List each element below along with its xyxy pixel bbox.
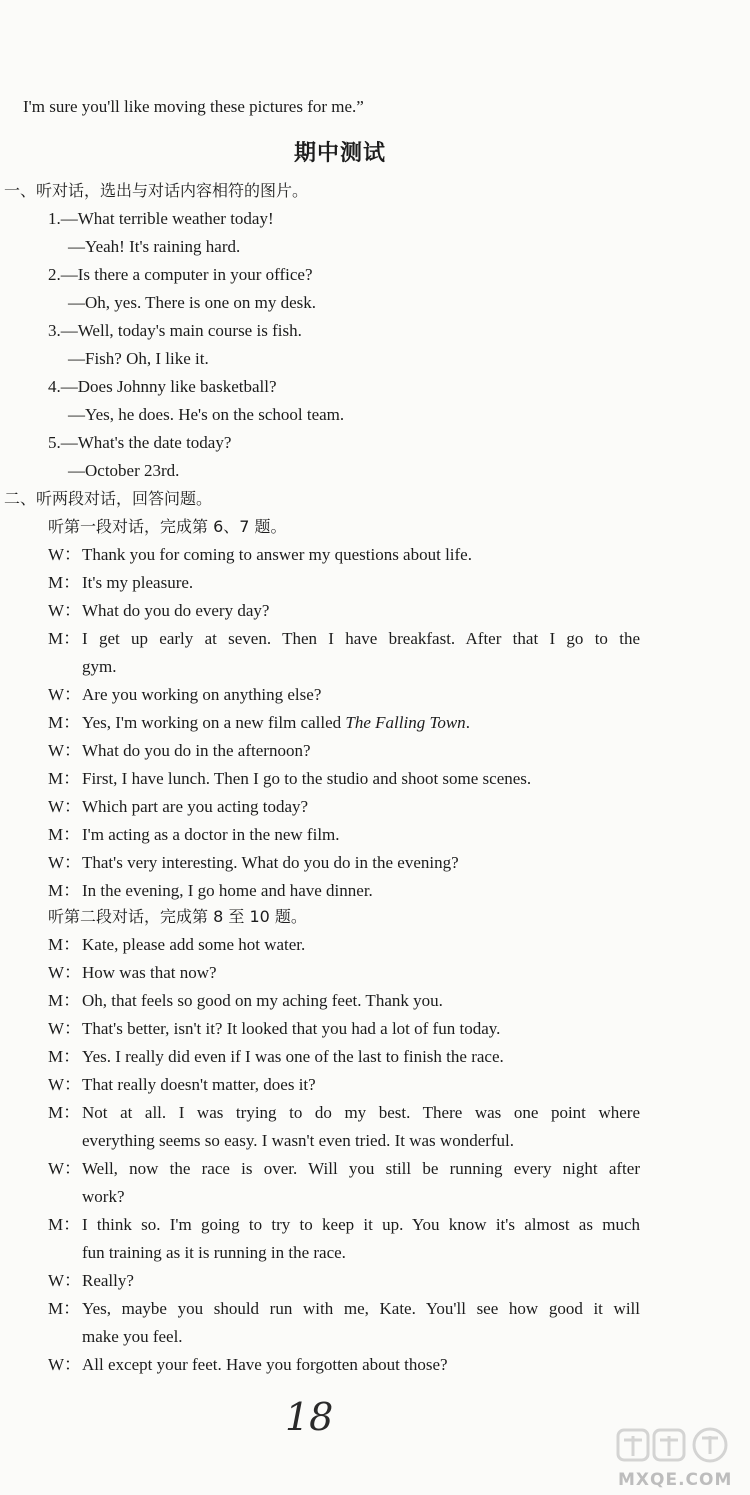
item-5-answer: —October 23rd. (68, 461, 180, 480)
speaker: W： (48, 853, 82, 872)
utterance: Well, now the race is over. Will you still be running every night after (82, 1159, 640, 1178)
item-5-question: 5.—What's the date today? (48, 433, 232, 452)
item-4-answer: —Yes, he does. He's on the school team. (68, 405, 345, 424)
speaker: W： (48, 685, 82, 704)
utterance-continued: make you feel. (82, 1327, 183, 1346)
utterance: It's my pleasure. (82, 573, 194, 592)
speaker: M： (48, 1299, 81, 1318)
utterance-tail: . (465, 713, 470, 732)
utterance: Really? (82, 1271, 134, 1290)
section1-heading: 一、听对话，选出与对话内容相符的图片。 (4, 181, 309, 200)
speaker: M： (48, 935, 81, 954)
utterance: That's better, isn't it? It looked that you had a lot of fun today. (82, 1019, 501, 1038)
utterance: How was that now? (82, 963, 217, 982)
utterance: Are you working on anything else? (82, 685, 322, 704)
speaker: M： (48, 629, 81, 648)
item-3-question: 3.—Well, today's main course is fish. (48, 321, 302, 340)
item-2-question: 2.—Is there a computer in your office? (48, 265, 313, 284)
utterance: What do you do in the afternoon? (82, 741, 311, 760)
speaker: M： (48, 825, 81, 844)
utterance: All except your feet. Have you forgotten about those? (82, 1355, 448, 1374)
utterance: I'm acting as a doctor in the new film. (82, 825, 340, 844)
utterance: I get up early at seven. Then I have breakfast. After that I go to the (82, 629, 640, 648)
utterance: That's very interesting. What do you do in the evening? (82, 853, 459, 872)
speaker: W： (48, 545, 82, 564)
item-1-answer: —Yeah! It's raining hard. (68, 237, 241, 256)
utterance: First, I have lunch. Then I go to the studio and shoot some scenes. (82, 769, 532, 788)
utterance: In the evening, I go home and have dinner. (82, 881, 373, 900)
utterance: Not at all. I was trying to do my best. There was one point where (82, 1103, 640, 1122)
speaker: M： (48, 713, 81, 732)
utterance: That really doesn't matter, does it? (82, 1075, 316, 1094)
speaker: W： (48, 741, 82, 760)
dialog2-intro: 听第二段对话，完成第 8 至 10 题。 (48, 907, 307, 926)
speaker: W： (48, 1075, 82, 1094)
utterance: Thank you for coming to answer my questions about life. (82, 545, 472, 564)
utterance-continued: everything seems so easy. I wasn't even tried. It was wonderful. (82, 1131, 515, 1150)
speaker: M： (48, 1047, 81, 1066)
dialog1-intro: 听第一段对话，完成第 6、7 题。 (48, 517, 287, 536)
speaker: M： (48, 1215, 81, 1234)
speaker: M： (48, 1103, 81, 1122)
speaker: W： (48, 963, 82, 982)
speaker: M： (48, 573, 81, 592)
film-title: The Falling Town (345, 713, 466, 732)
utterance-text: Yes, I'm working on a new film called (82, 713, 346, 732)
utterance (82, 709, 640, 737)
utterance: Yes, maybe you should run with me, Kate. You'll see how good it will (82, 1299, 640, 1318)
speaker: W： (48, 797, 82, 816)
page-title: 期中测试 (293, 141, 386, 166)
utterance: Yes. I really did even if I was one of the last to finish the race. (82, 1047, 504, 1066)
carryover-line: I'm sure you'll like moving these pictures for me.” (23, 97, 364, 116)
speaker: M： (48, 769, 81, 788)
speaker: W： (48, 1019, 82, 1038)
utterance: What do you do every day? (82, 601, 270, 620)
speaker: W： (48, 1271, 82, 1290)
section2-heading: 二、听两段对话，回答问题。 (4, 489, 213, 508)
watermark-url: MXQE.COM (618, 1470, 733, 1490)
utterance: I think so. I'm going to try to keep it up. You know it's almost as much (82, 1215, 640, 1234)
handwritten-page-number: 18 (285, 1395, 334, 1439)
speaker: M： (48, 991, 81, 1010)
speaker: W： (48, 601, 82, 620)
utterance-continued: gym. (82, 657, 117, 676)
item-3-answer: —Fish? Oh, I like it. (68, 349, 209, 368)
utterance: Oh, that feels so good on my aching feet. Thank you. (82, 991, 443, 1010)
utterance-continued: work? (82, 1187, 125, 1206)
speaker: W： (48, 1355, 82, 1374)
item-4-question: 4.—Does Johnny like basketball? (48, 377, 277, 396)
utterance: Kate, please add some hot water. (82, 935, 306, 954)
utterance-continued: fun training as it is running in the race. (82, 1243, 346, 1262)
item-1-question: 1.—What terrible weather today! (48, 209, 274, 228)
speaker: M： (48, 881, 81, 900)
item-2-answer: —Oh, yes. There is one on my desk. (68, 293, 317, 312)
utterance: Which part are you acting today? (82, 797, 309, 816)
speaker: W： (48, 1159, 82, 1178)
